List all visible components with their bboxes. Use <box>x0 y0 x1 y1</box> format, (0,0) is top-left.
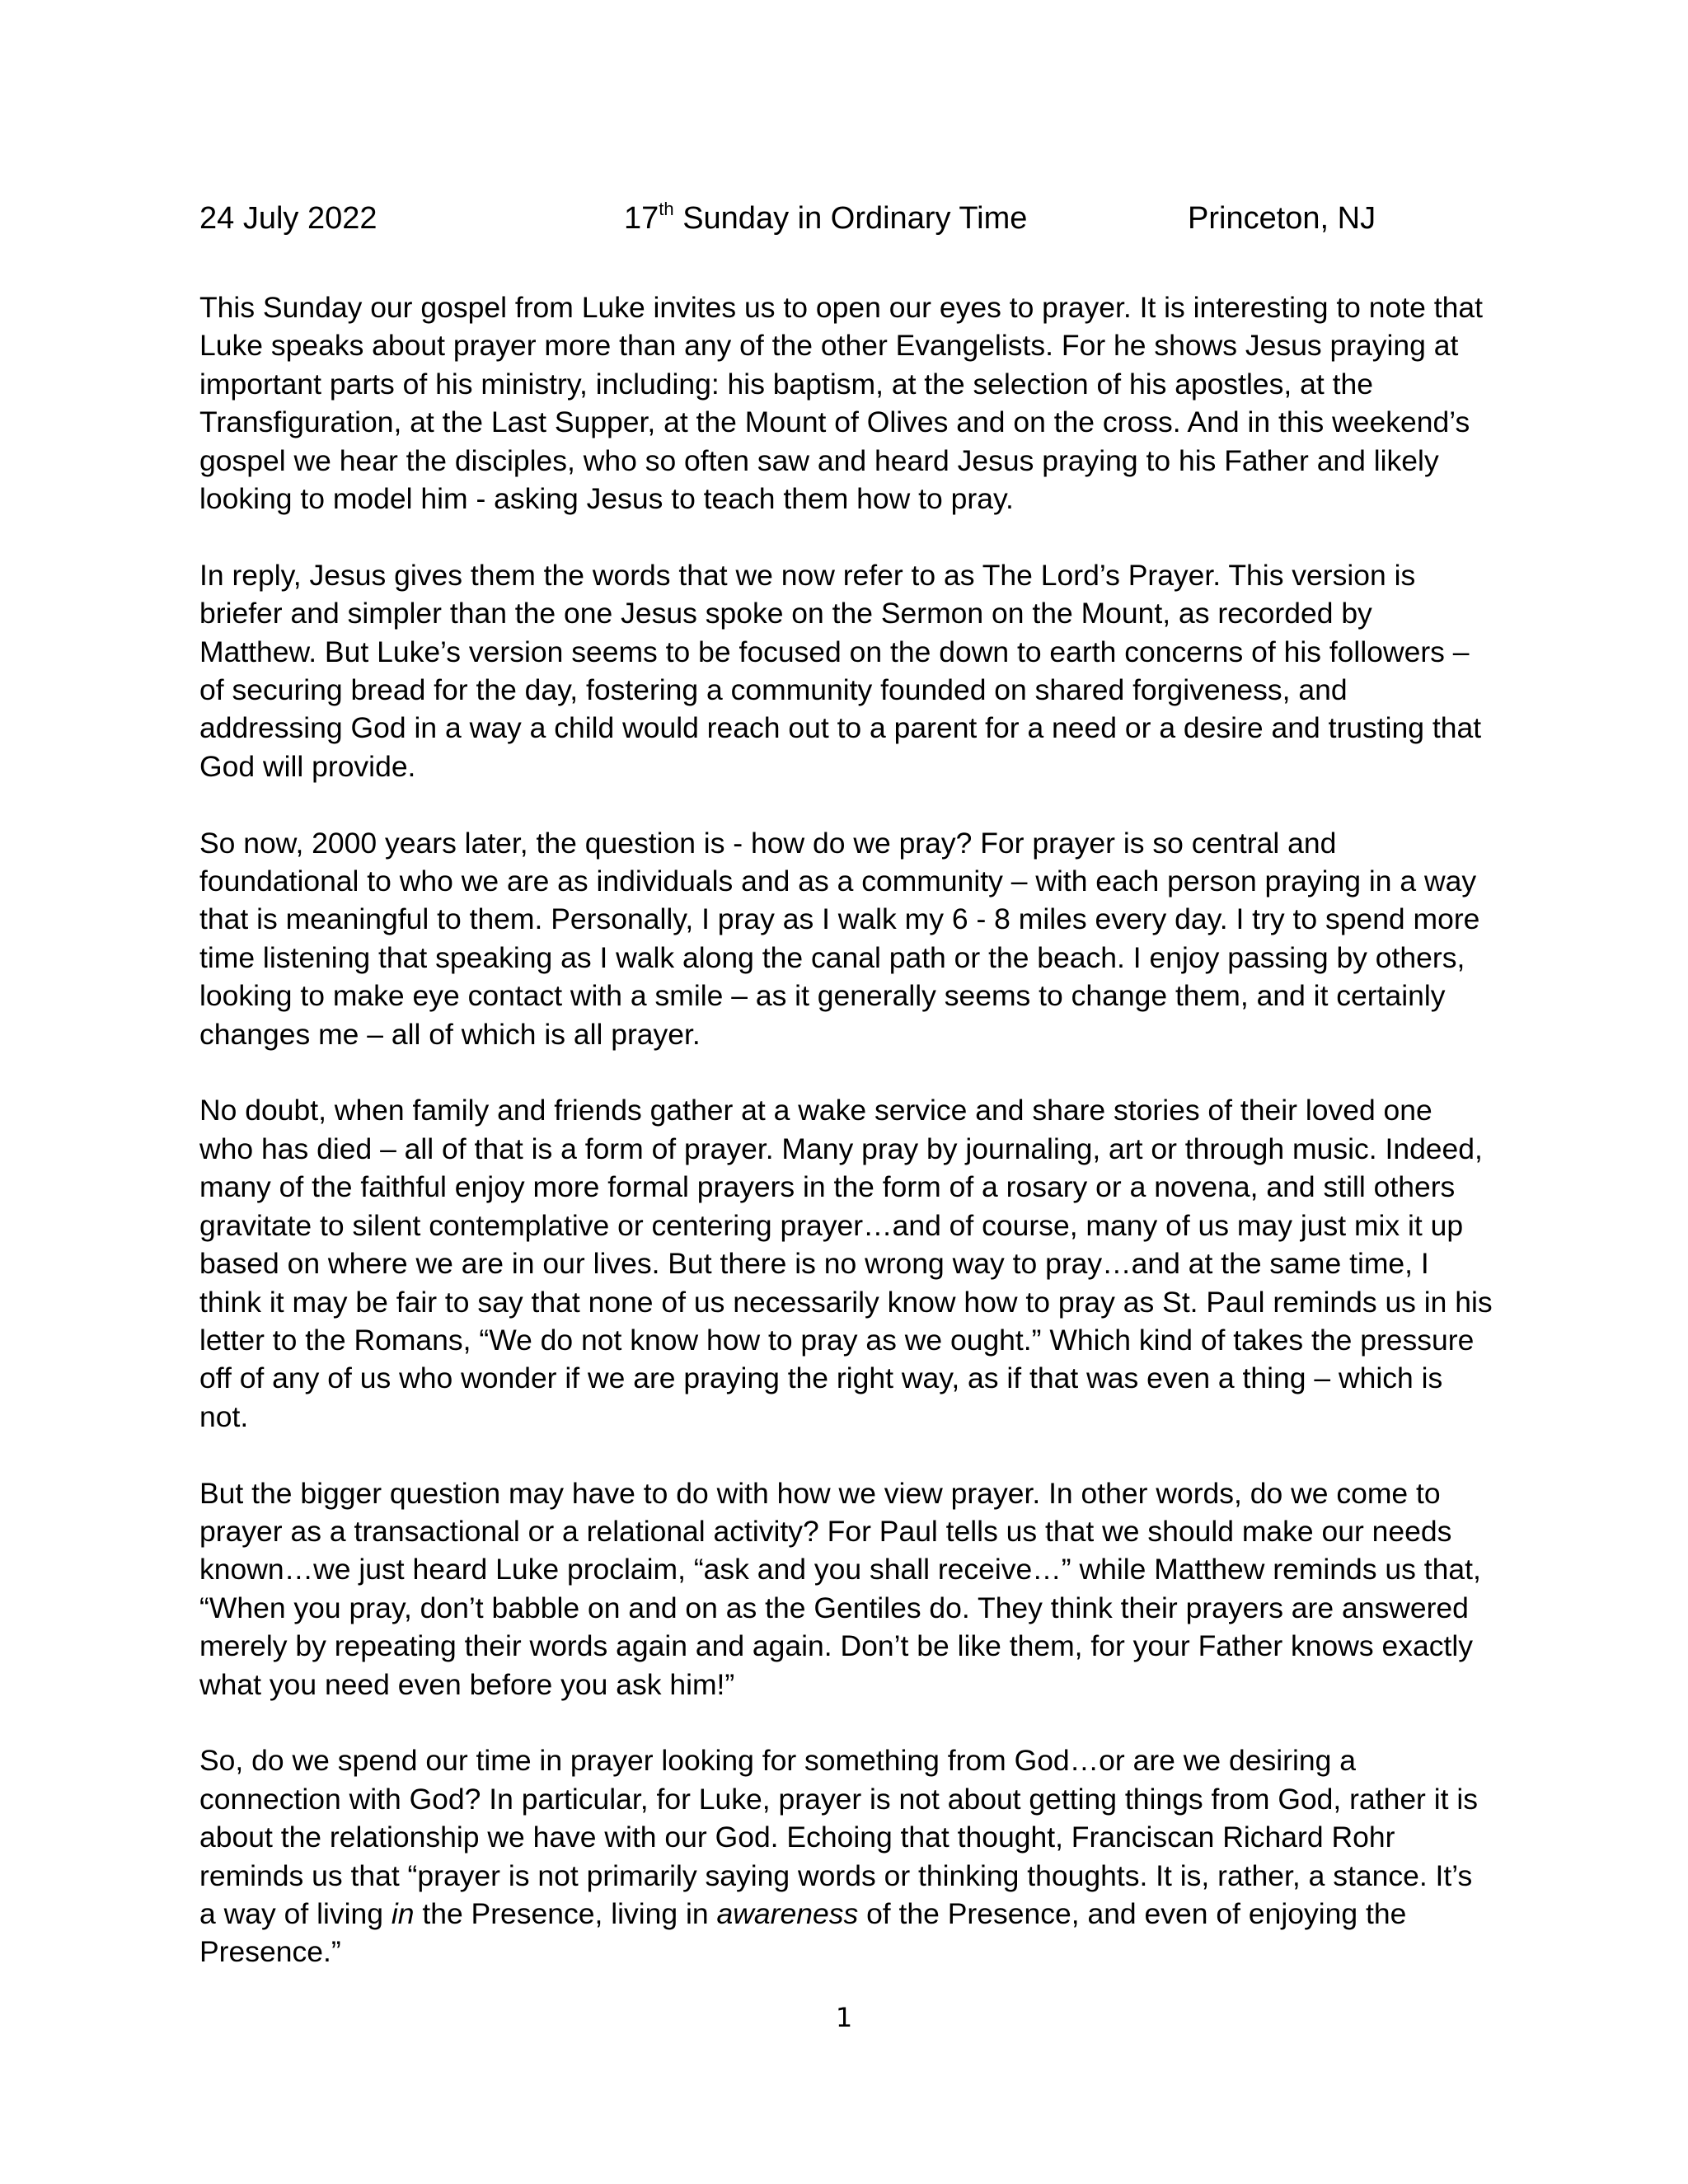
header-title-rest: Sunday in Ordinary Time <box>673 201 1028 236</box>
paragraph-6-emphasis-in: in <box>391 1896 415 1930</box>
header-date: 24 July 2022 <box>199 201 377 236</box>
paragraph-2: In reply, Jesus gives them the words that we now refer to as The Lord’s Prayer. This version is briefer and simpler than the one Jesus spoke on the Sermon on the Mount, as recorded by Matthew. But Luke’s version seems to be focused on the down to earth concerns of his followers – of securing bread for the day, fostering a community founded on shared forgiveness, and addressing God in a way a child would reach out to a parent for a need or a desire and trusting that God will provide. <box>199 558 1482 783</box>
paragraph-6-emphasis-awareness: awareness <box>716 1896 859 1930</box>
paragraph-6-text-1: So, do we spend our time in prayer looking for something from God…or are we desiring a connection with God? In particular, for Luke, prayer is not about getting things from God, rather it is about the relationship we have with our God. Echoing that thought, Franciscan Richard Rohr reminds us that “prayer is not primarily saying words or thinking thoughts. It is, rather, a stance. It’s a way of living <box>199 1744 1478 1930</box>
paragraph-6 <box>199 1741 1493 1971</box>
paragraph-4: No doubt, when family and friends gather at a wake service and share stories of their loved one who has died – all of that is a form of prayer. Many pray by journaling, art or through music. Indeed, many of the faithful enjoy more formal prayers in the form of a rosary or a novena, and still others gravitate to silent contemplative or centering prayer…and of course, many of us may just mix it up based on where we are in our lives. But there is no wrong way to pray…and at the same time, I think it may be fair to say that none of us necessarily know how to pray as St. Paul reminds us in his letter to the Romans, “We do not know how to pray as we ought.” Which kind of takes the pressure off of any of us who wonder if we are praying the right way, as if that was even a thing – which is not. <box>199 1094 1493 1433</box>
paragraph-3: So now, 2000 years later, the question is - how do we pray? For prayer is so central and foundational to who we are as individuals and as a community – with each person praying in a way that is meaningful to them. Personally, I pray as I walk my 6 - 8 miles every day. I try to spend more time listening that speaking as I walk along the canal path or the beach. I enjoy passing by others, looking to make eye contact with a smile – as it generally seems to change them, and it certainly changes me – all of which is all prayer. <box>199 826 1480 1051</box>
homily-body <box>199 288 1493 2009</box>
paragraph-6-text-2: the Presence, living in <box>414 1896 717 1930</box>
paragraph-5: But the bigger question may have to do with how we view prayer. In other words, do we come to prayer as a transactional or a relational activity? For Paul tells us that we should make our needs known…we just heard Luke proclaim, “ask and you shall receive…” while Matthew reminds us that, “When you pray, don’t babble on and on as the Gentiles do. They think their prayers are answered merely by repeating their words again and again. Don’t be like them, for your Father knows exactly what you need even before you ask him!” <box>199 1476 1481 1701</box>
paragraph-1: This Sunday our gospel from Luke invites us to open our eyes to prayer. It is interesting to note that Luke speaks about prayer more than any of the other Evangelists. For he shows Jesus praying at important parts of his ministry, including: his baptism, at the selection of his apostles, at the Transfiguration, at the Last Supper, at the Mount of Olives and on the cross. And in this weekend’s gospel we hear the disciples, who so often saw and heard Jesus praying to his Father and likely looking to model him - asking Jesus to teach them how to pray. <box>199 291 1483 516</box>
paragraph-6-text-3: of the Presence, and even of enjoying the Presence.” <box>199 1896 1407 1969</box>
document-header <box>199 198 1485 239</box>
header-title-suffix: th <box>659 199 674 219</box>
header-place: Princeton, NJ <box>1188 201 1376 236</box>
header-title-ordinal: 17 <box>624 201 659 236</box>
header-title <box>624 198 1027 239</box>
page-number: 1 <box>835 2002 853 2033</box>
